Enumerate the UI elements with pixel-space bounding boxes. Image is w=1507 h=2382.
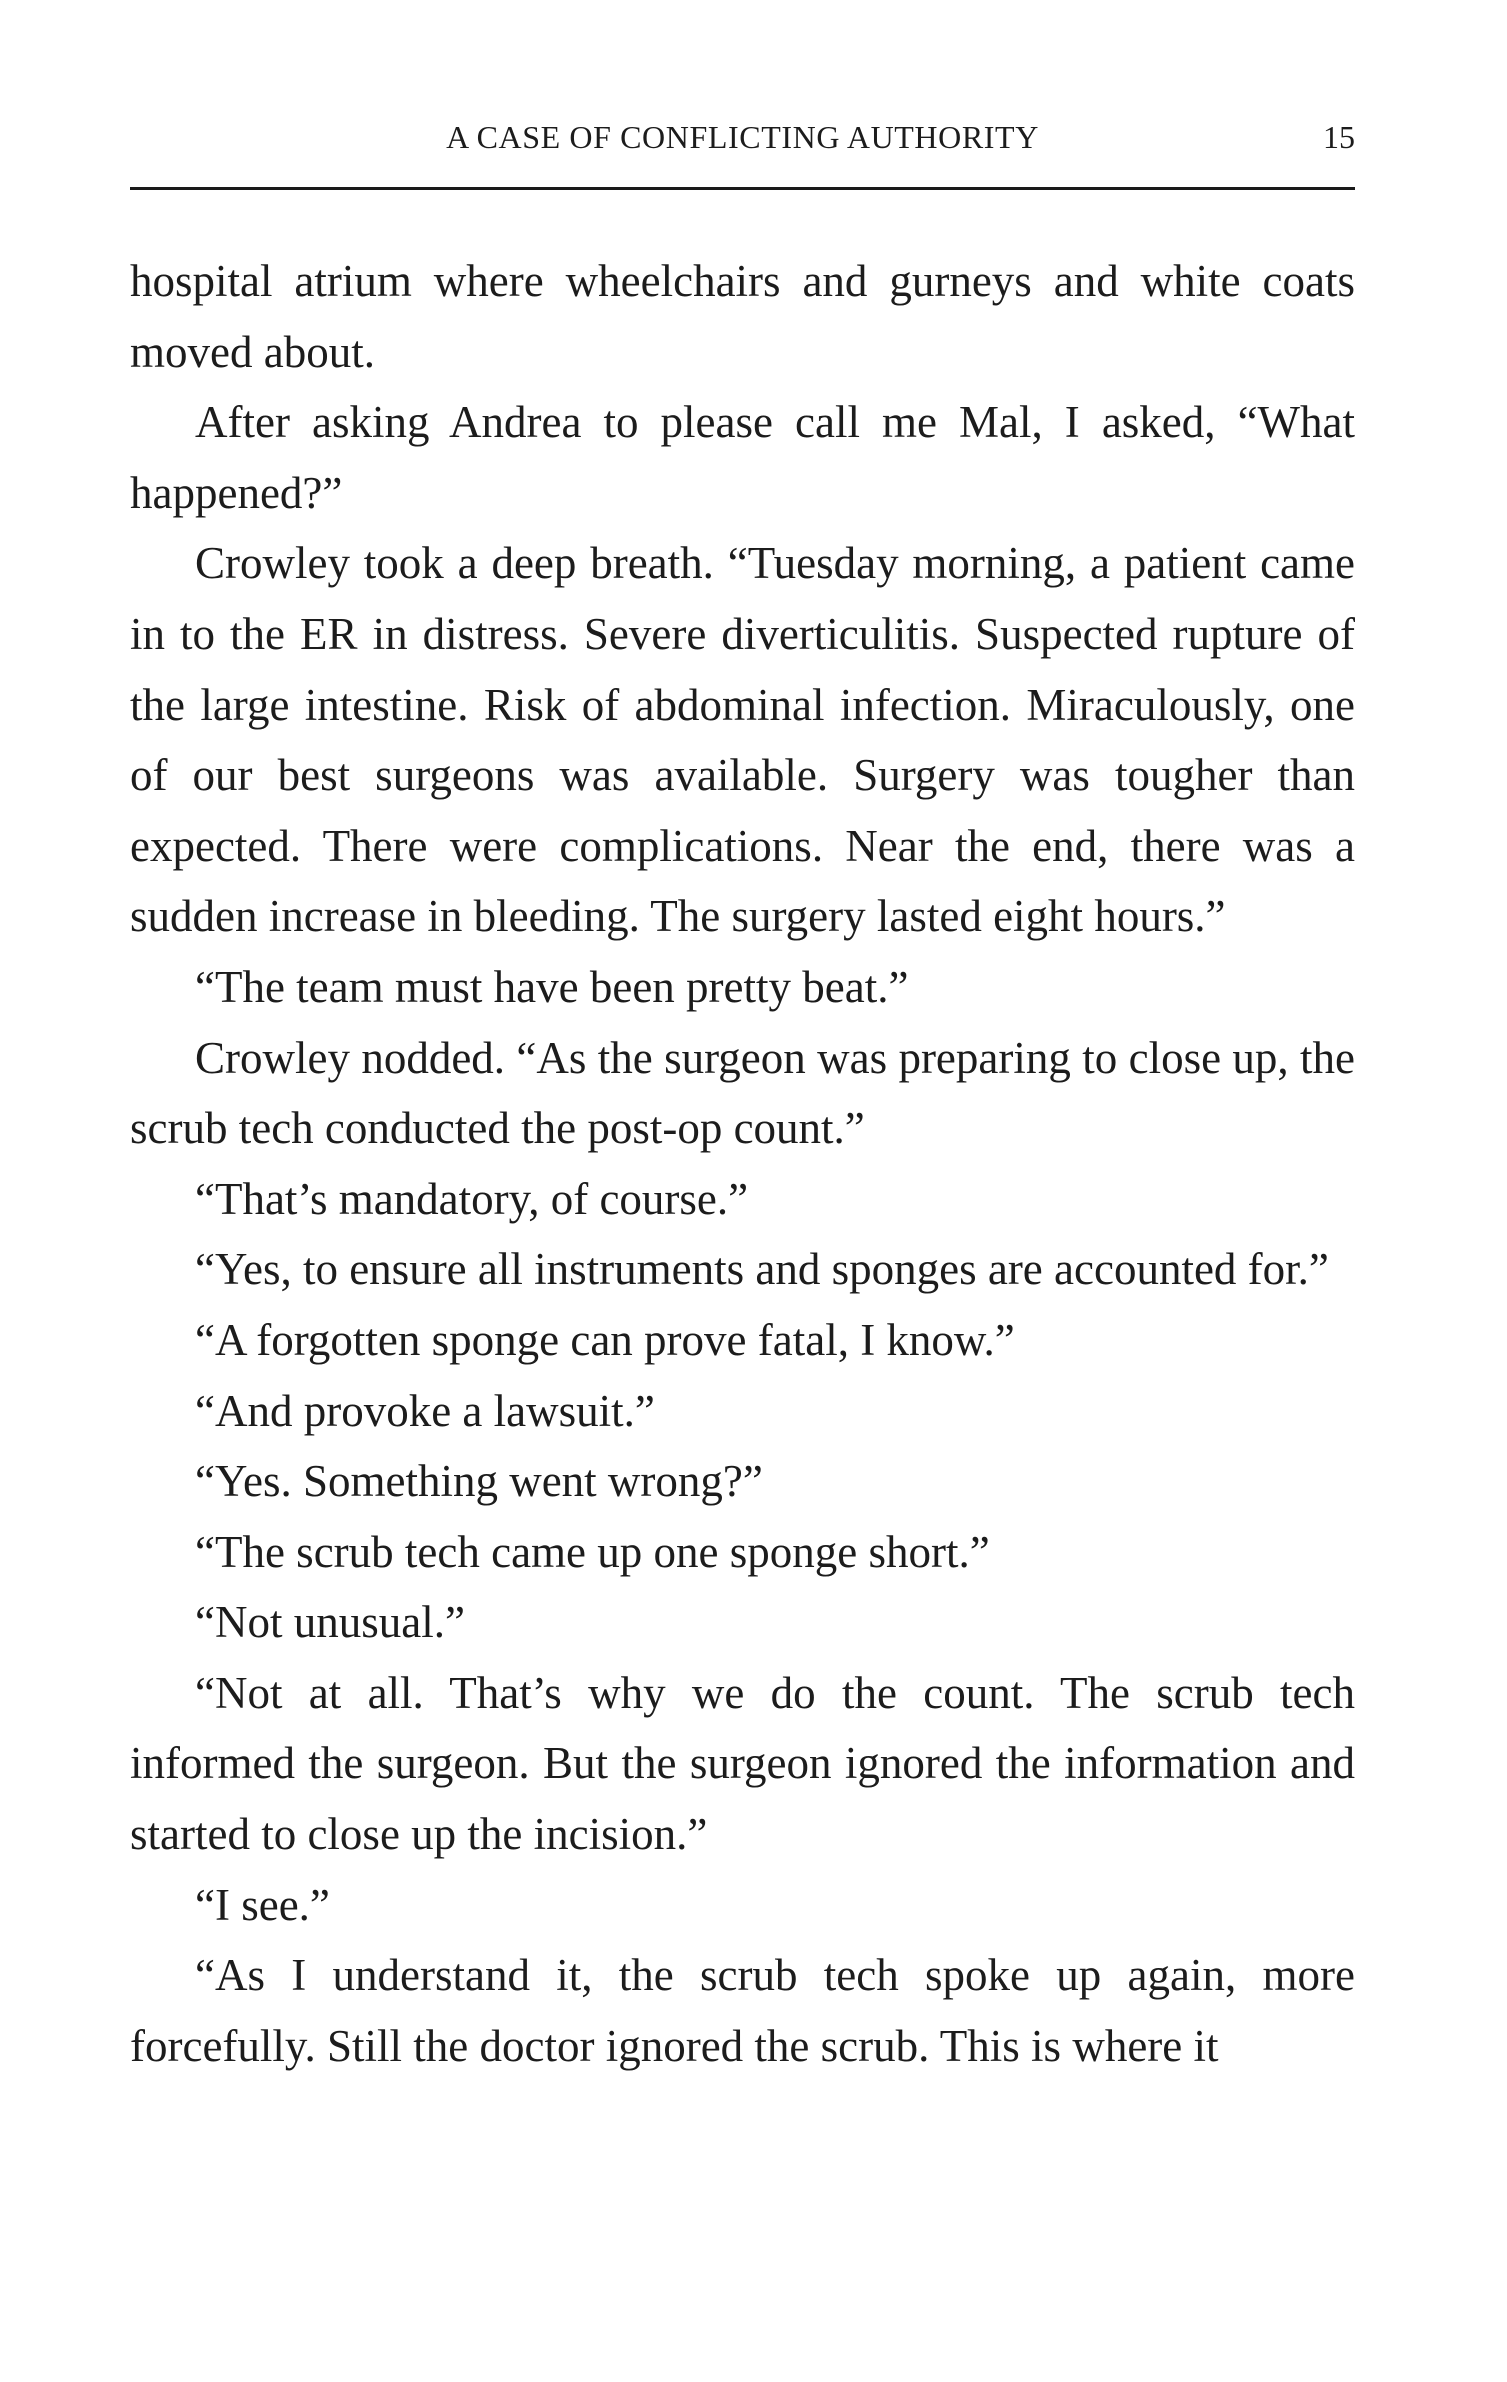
paragraph: “As I understand it, the scrub tech spoke up again, more forcefully. Still the doctor ignored the scrub. This is where it [130, 1950, 1355, 2071]
paragraph: Crowley nodded. “As the surgeon was preparing to close up, the scrub tech conducted the post-op count.” [130, 1032, 1355, 1154]
paragraph: hospital atrium where wheelchairs and gurneys and white coats moved about. [130, 256, 1355, 377]
page-header [130, 112, 1355, 162]
body-text [130, 246, 1355, 2081]
paragraph: “Yes. Something went wrong?” [195, 1456, 763, 1507]
paragraph: “Yes, to ensure all instruments and sponges are accounted for.” [195, 1244, 1329, 1295]
running-head: A CASE OF CONFLICTING AUTHORITY [446, 119, 1039, 155]
paragraph: Crowley took a deep breath. “Tuesday morning, a patient came in to the ER in distress. Severe diverticulitis. Suspected rupture of the large intestine. Risk of abdominal infection. Miraculously, one of our best surgeons was available. Surgery was tougher than expected. There were complications. Near the end, there was a sudden increase in bleeding. The surgery lasted eight hours.” [130, 538, 1355, 942]
paragraph: After asking Andrea to please call me Mal, I asked, “What happened?” [130, 397, 1355, 518]
paragraph: “Not unusual.” [195, 1597, 465, 1648]
paragraph: “And provoke a lawsuit.” [195, 1385, 655, 1436]
paragraph: “The scrub tech came up one sponge short.” [195, 1526, 990, 1577]
paragraph: “That’s mandatory, of course.” [195, 1173, 749, 1224]
header-rule [130, 187, 1355, 190]
paragraph: “A forgotten sponge can prove fatal, I know.” [195, 1314, 1015, 1365]
page-number: 15 [1323, 119, 1355, 155]
paragraph: “Not at all. That’s why we do the count. The scrub tech informed the surgeon. But the surgeon ignored the information and started to close up the incision.” [130, 1667, 1355, 1860]
paragraph: “I see.” [195, 1879, 330, 1930]
paragraph: “The team must have been pretty beat.” [195, 961, 909, 1012]
